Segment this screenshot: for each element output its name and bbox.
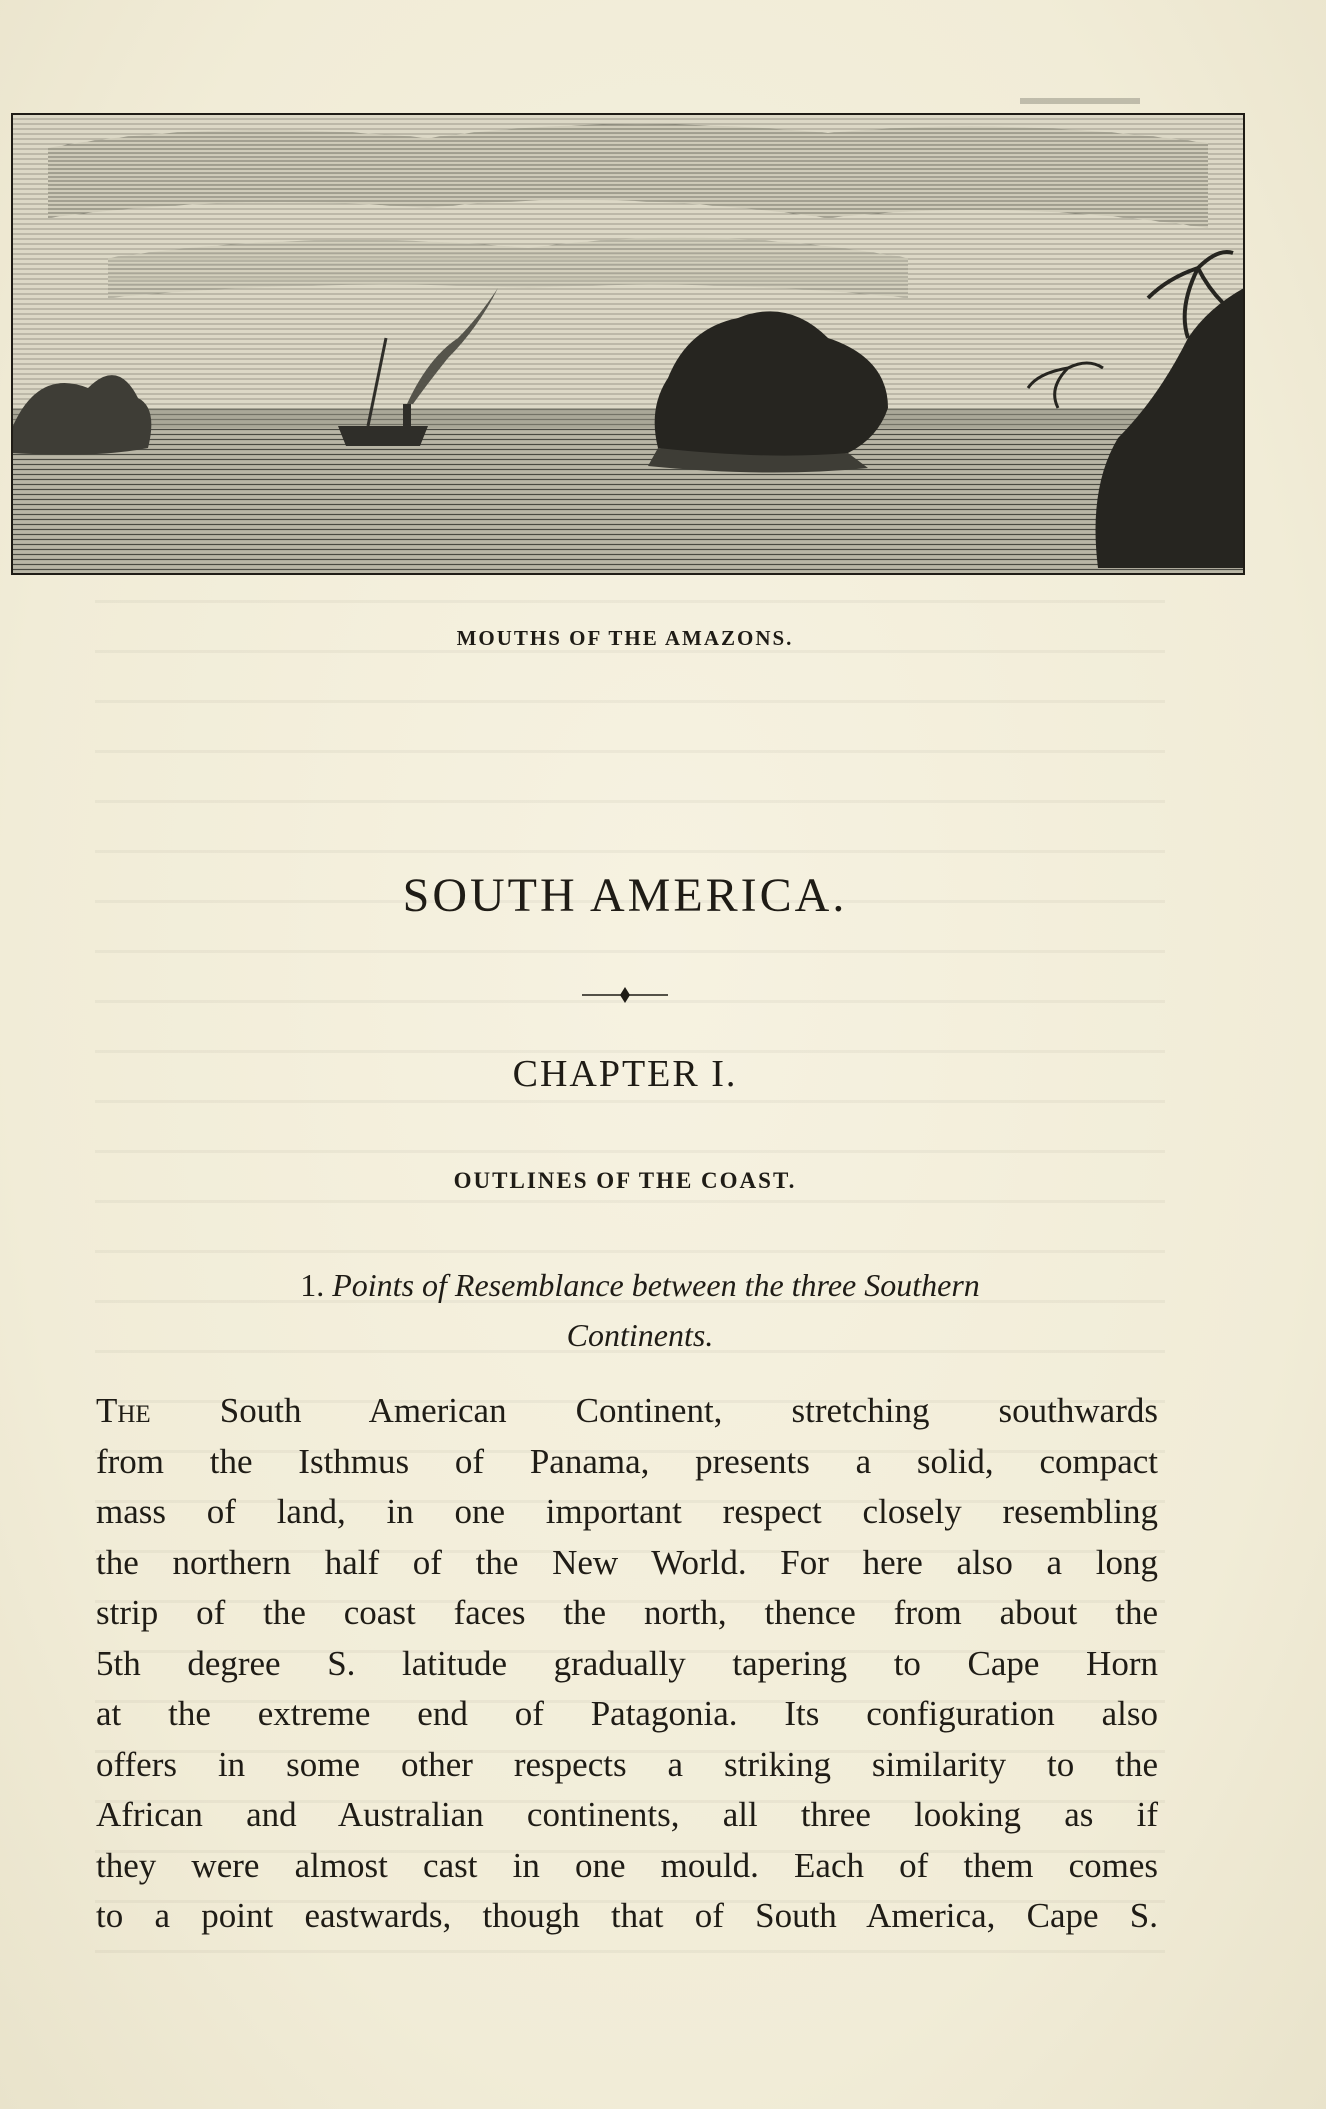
body-paragraph: [96, 1386, 1158, 1942]
section-number: 1.: [300, 1267, 325, 1303]
body-line: the northern half of the New World. For here also a long: [96, 1542, 1158, 1582]
body-line: 5th degree S. latitude gradually tapering to Cape Horn: [96, 1643, 1158, 1683]
chapter-subtitle: OUTLINES OF THE COAST.: [453, 1168, 797, 1193]
body-line: they were almost cast in one mould. Each of them comes: [96, 1845, 1158, 1885]
page-number-remnant: [1000, 92, 1150, 112]
body-line: African and Australian continents, all three looking as if: [96, 1795, 1158, 1834]
body-line: offers in some other respects a striking similarity to the: [96, 1744, 1158, 1784]
body-line: from the Isthmus of Panama, presents a solid, compact: [96, 1441, 1158, 1481]
engraving-illustration: [8, 108, 1248, 578]
chapter-heading: CHAPTER I.: [512, 1053, 738, 1095]
drop-word: The: [96, 1391, 151, 1430]
body-line: mass of land, in one important respect closely resembling: [96, 1492, 1158, 1531]
section-title-line-2: Continents.: [566, 1317, 714, 1353]
ornament-divider: [580, 984, 670, 1006]
illustration-caption: MOUTHS OF THE AMAZONS.: [456, 626, 794, 650]
page-title: SOUTH AMERICA.: [402, 869, 848, 922]
body-line: strip of the coast faces the north, thence from about the: [96, 1593, 1158, 1632]
section-heading: [150, 1260, 1130, 1360]
section-title-line-1: Points of Resemblance between the three Southern: [332, 1267, 980, 1303]
body-line: The South American Continent, stretching southwards: [96, 1391, 1158, 1430]
body-line: to a point eastwards, though that of South America, Cape S.: [96, 1896, 1158, 1935]
body-line: at the extreme end of Patagonia. Its configuration also: [96, 1694, 1158, 1733]
